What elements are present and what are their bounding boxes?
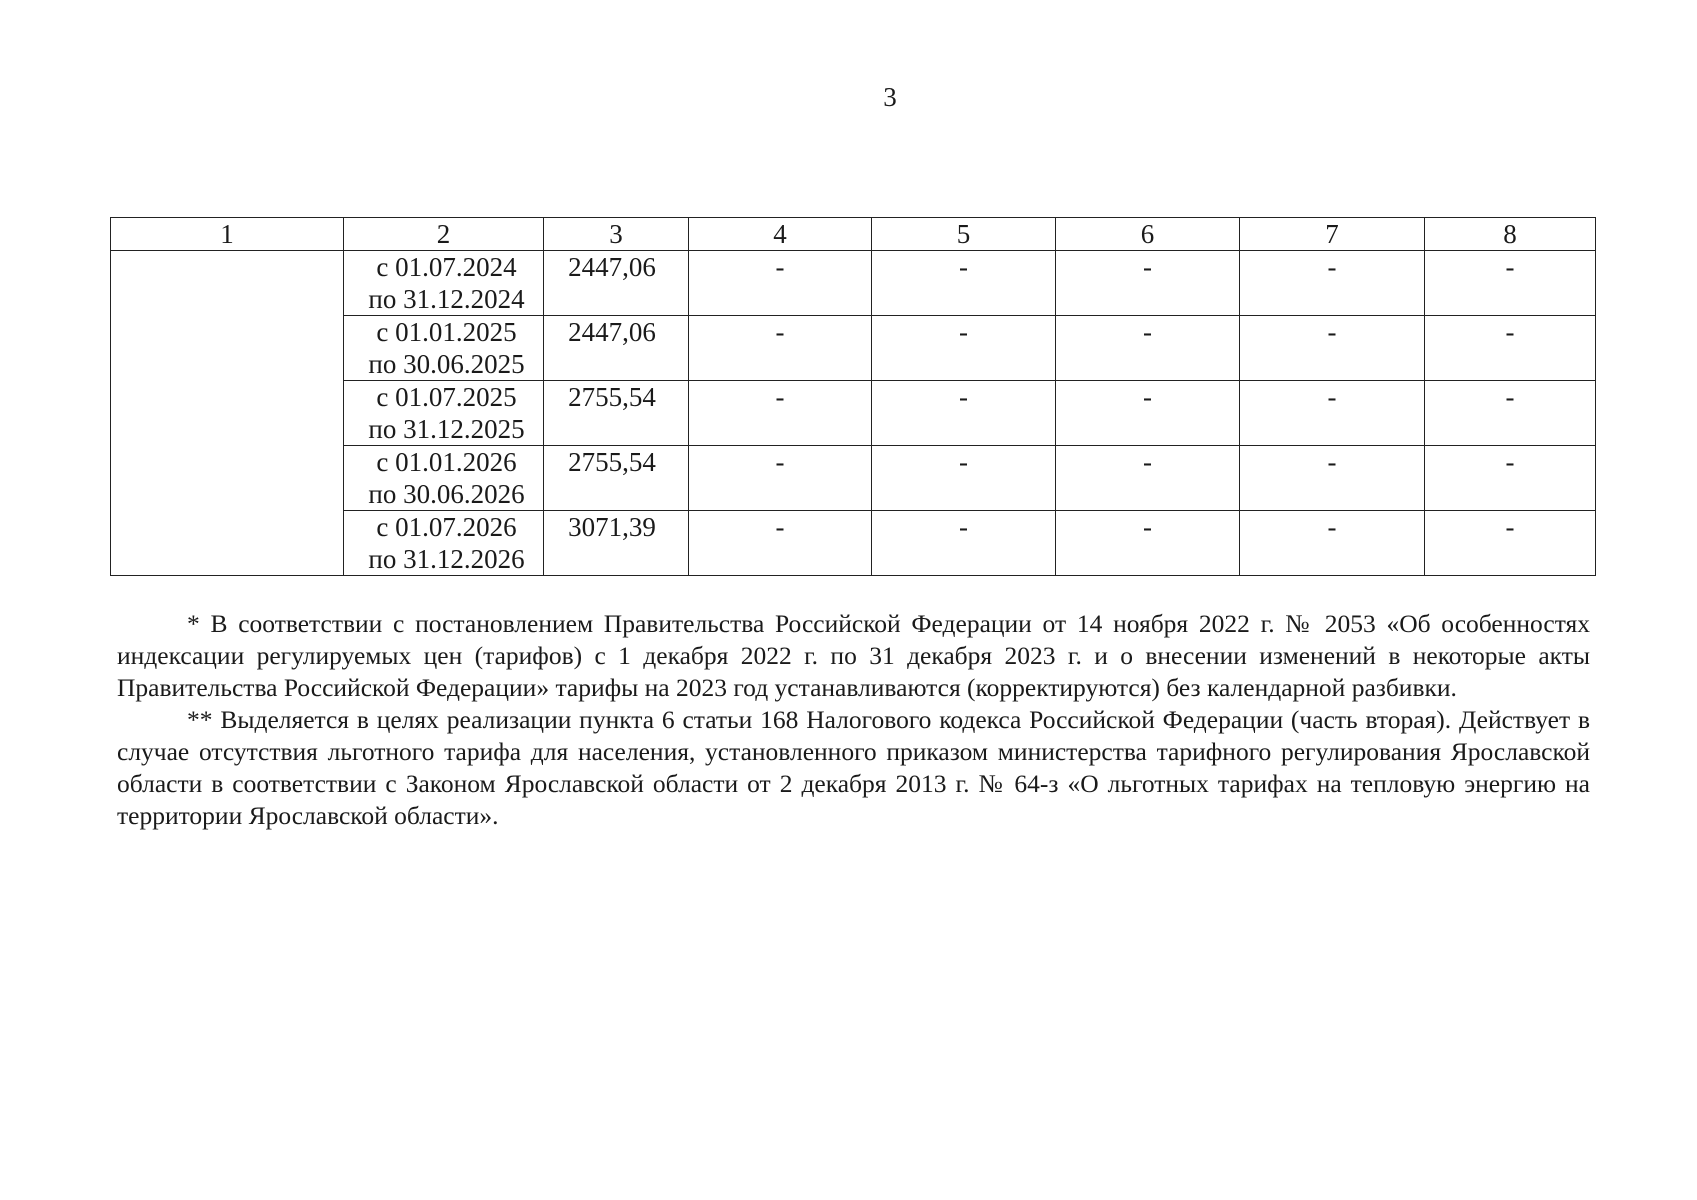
period-from: с 01.01.2025: [376, 317, 517, 347]
dash-cell: -: [1056, 511, 1240, 576]
period-to: по 30.06.2026: [368, 479, 525, 509]
column-header: 5: [872, 218, 1056, 251]
dash-cell: -: [1056, 251, 1240, 316]
footnotes: [117, 608, 1590, 832]
tariff-value: 2755,54: [544, 446, 689, 511]
dash-cell: -: [1240, 251, 1425, 316]
dash-cell: -: [872, 446, 1056, 511]
table-header-row: [111, 218, 1596, 251]
period-from: с 01.07.2026: [376, 512, 517, 542]
column-header: 3: [544, 218, 689, 251]
period-from: с 01.01.2026: [376, 447, 517, 477]
empty-cell: [111, 251, 344, 576]
dash-cell: -: [872, 381, 1056, 446]
column-header: 2: [344, 218, 544, 251]
period-to: по 30.06.2025: [368, 349, 525, 379]
footnote-second: ** Выделяется в целях реализации пункта 6 статьи 168 Налогового кодекса Российской Федерации (часть вторая). Действует в случае отсутствия льготного тарифа для населения, установленного приказом министерства тарифного регулирования Ярославской области в соответствии с Законом Ярославской области от 2 декабря 2013 г. № 64-з «О льготных тарифах на тепловую энергию на территории Ярославской области».: [117, 705, 1590, 830]
dash-cell: -: [1425, 446, 1596, 511]
tariff-value: 2447,06: [544, 316, 689, 381]
dash-cell: -: [689, 446, 872, 511]
page-number: 3: [883, 82, 897, 112]
dash-cell: -: [689, 316, 872, 381]
period-cell: [344, 446, 544, 511]
dash-cell: -: [1425, 316, 1596, 381]
dash-cell: -: [689, 381, 872, 446]
dash-cell: -: [1425, 251, 1596, 316]
period-from: с 01.07.2025: [376, 382, 517, 412]
footnote-first: * В соответствии с постановлением Правительства Российской Федерации от 14 ноября 2022 г. № 2053 «Об особенностях индексации регулируемых цен (тарифов) с 1 декабря 2022 г. по 31 декабря 2023 г. и о внесении изменений в некоторые акты Правительства Российской Федерации» тарифы на 2023 год устанавливаются (корректируются) без календарной разбивки.: [117, 609, 1590, 702]
period-from: с 01.07.2024: [376, 252, 517, 282]
column-header: 8: [1425, 218, 1596, 251]
table-row: [111, 251, 1596, 316]
column-header: 1: [111, 218, 344, 251]
tariff-table: [110, 217, 1596, 576]
dash-cell: -: [1056, 446, 1240, 511]
column-header: 7: [1240, 218, 1425, 251]
dash-cell: -: [689, 251, 872, 316]
period-cell: [344, 316, 544, 381]
dash-cell: -: [872, 511, 1056, 576]
period-to: по 31.12.2024: [368, 284, 525, 314]
tariff-value: 2755,54: [544, 381, 689, 446]
period-cell: [344, 511, 544, 576]
dash-cell: -: [1240, 381, 1425, 446]
dash-cell: -: [1240, 446, 1425, 511]
dash-cell: -: [1425, 381, 1596, 446]
dash-cell: -: [872, 251, 1056, 316]
period-cell: [344, 381, 544, 446]
period-cell: [344, 251, 544, 316]
column-header: 4: [689, 218, 872, 251]
dash-cell: -: [689, 511, 872, 576]
dash-cell: -: [1240, 316, 1425, 381]
period-to: по 31.12.2026: [368, 544, 525, 574]
period-to: по 31.12.2025: [368, 414, 525, 444]
column-header: 6: [1056, 218, 1240, 251]
dash-cell: -: [1425, 511, 1596, 576]
dash-cell: -: [1056, 316, 1240, 381]
dash-cell: -: [872, 316, 1056, 381]
tariff-value: 2447,06: [544, 251, 689, 316]
dash-cell: -: [1240, 511, 1425, 576]
tariff-value: 3071,39: [544, 511, 689, 576]
dash-cell: -: [1056, 381, 1240, 446]
